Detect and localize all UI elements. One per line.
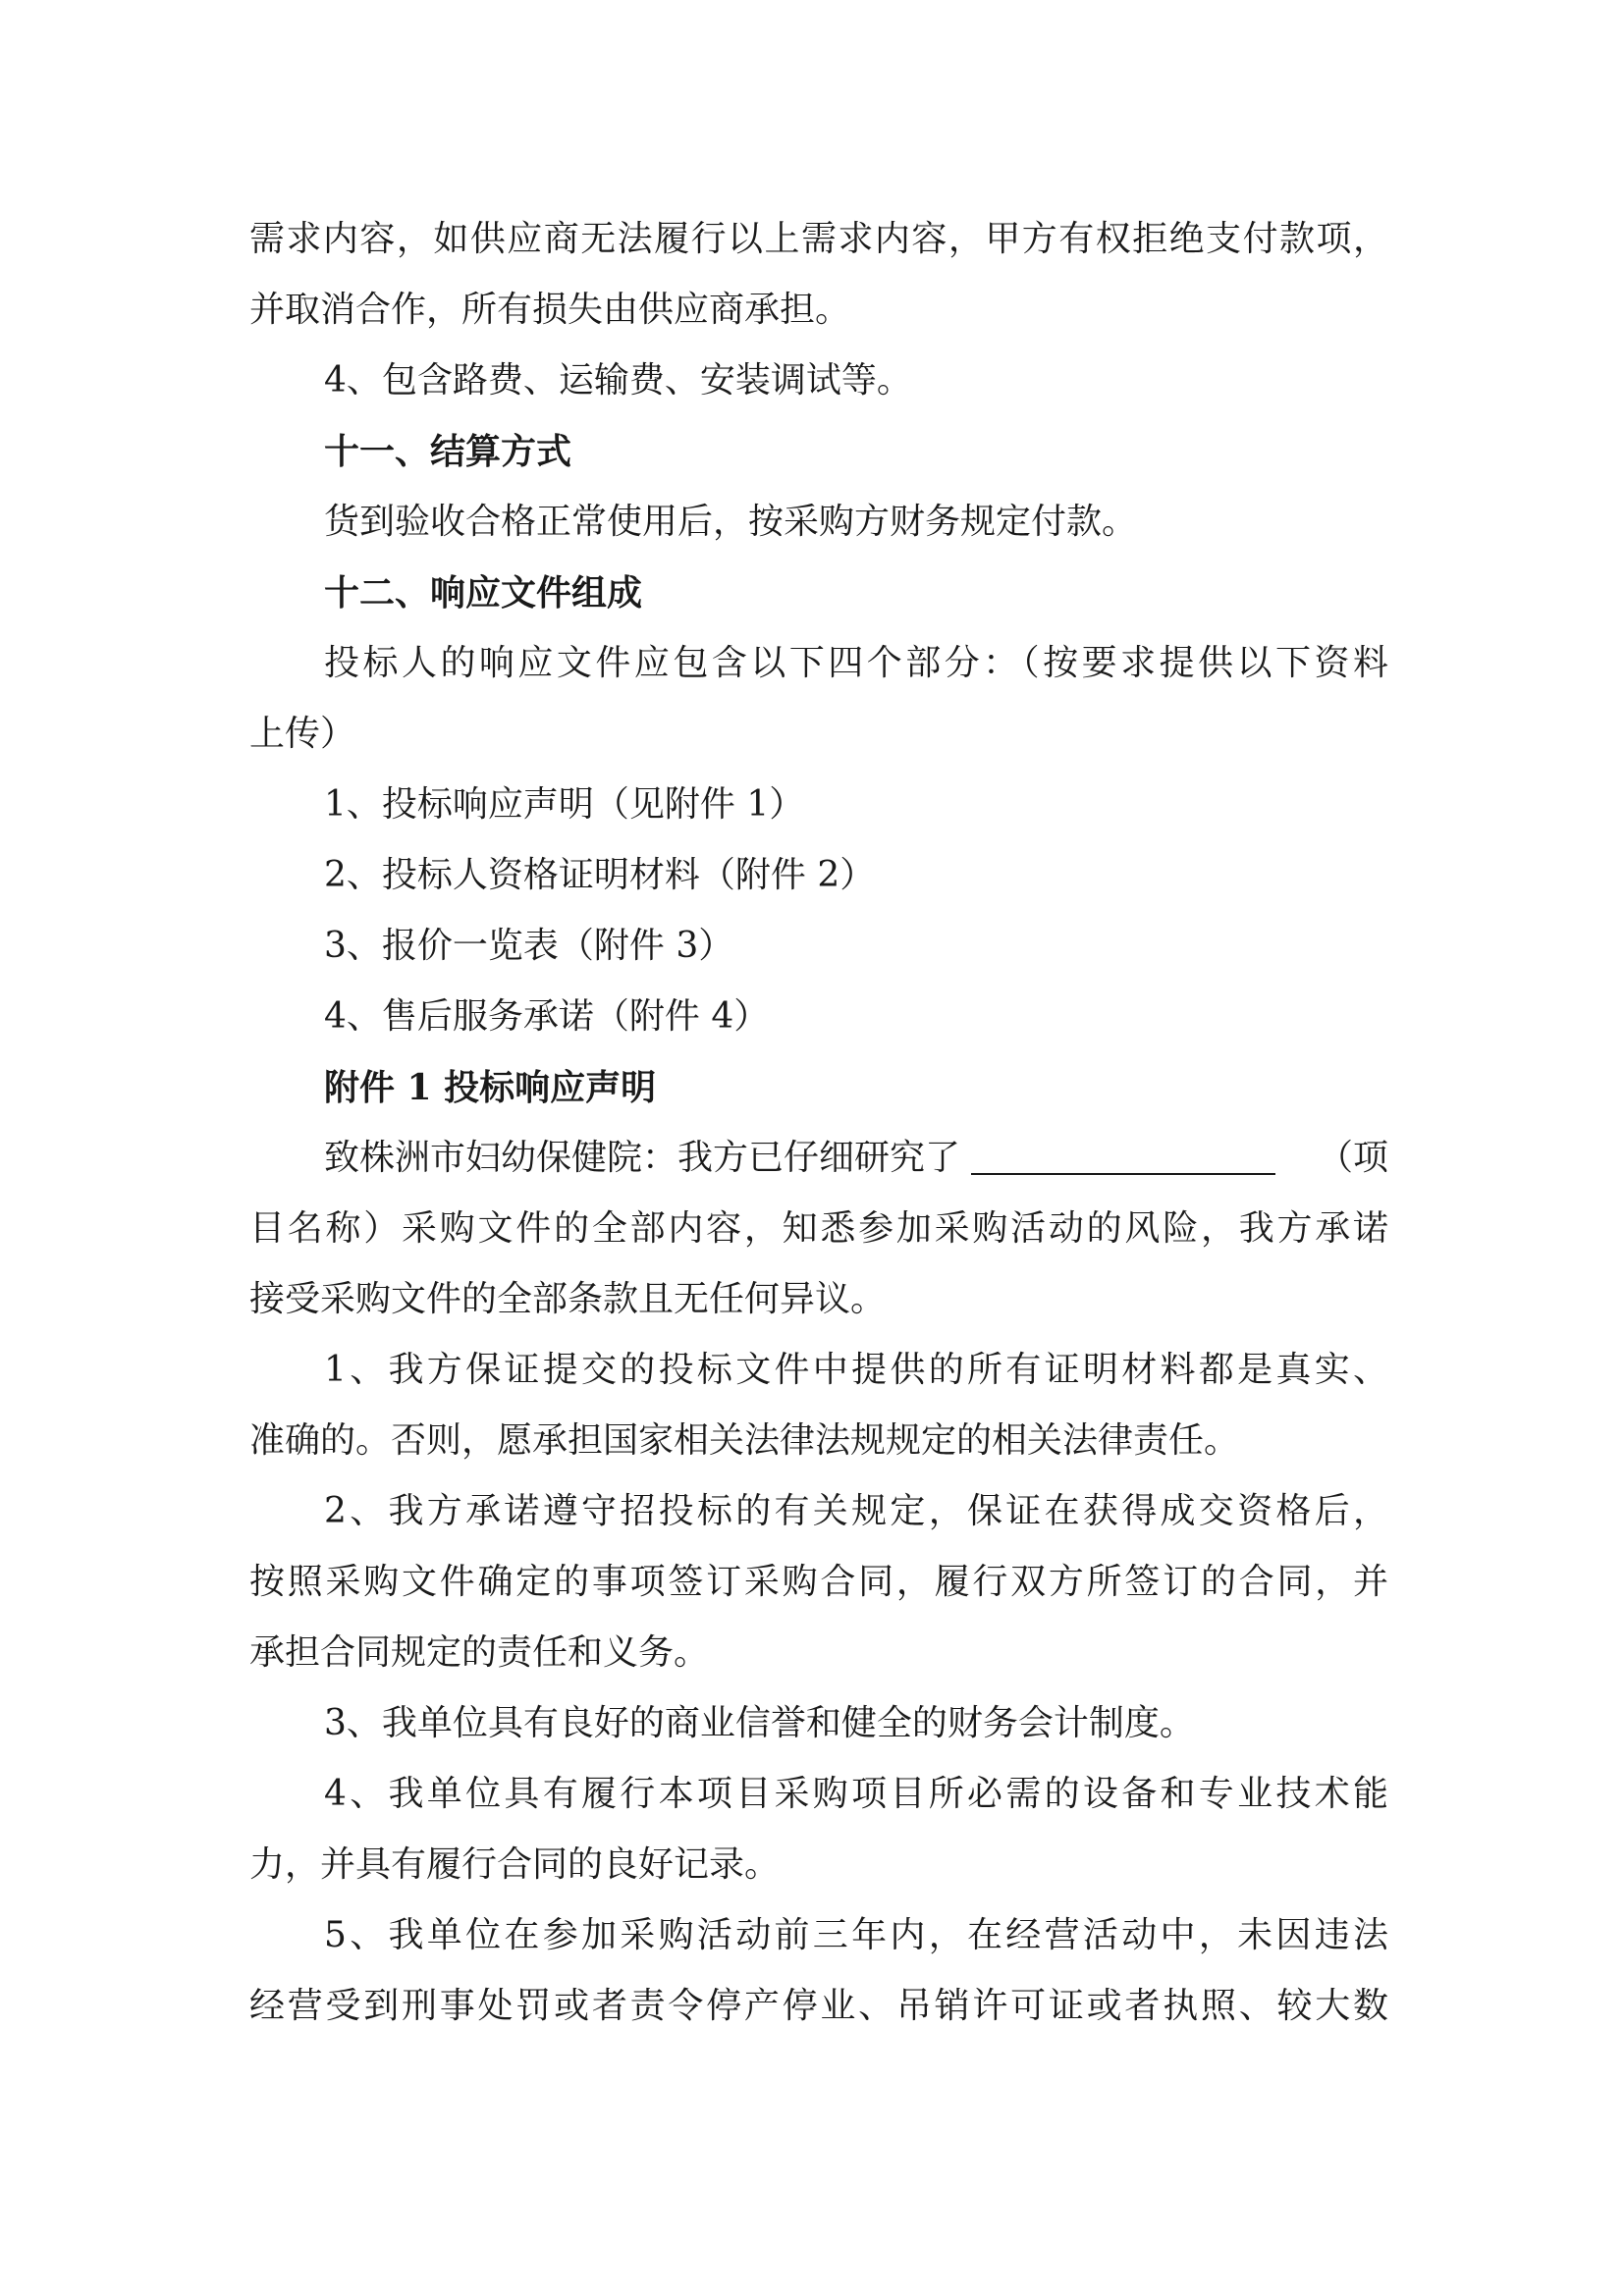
list-item: 2、投标人资格证明材料（附件 2） xyxy=(324,855,876,895)
project-name-label-start: （项 xyxy=(1317,1138,1388,1178)
list-item: 4、我单位具有履行本项目采购项目所必需的设备和专业技术能 xyxy=(324,1774,1388,1814)
list-item: 4、包含路费、运输费、安装调试等。 xyxy=(324,360,912,400)
list-item: 1、我方保证提交的投标文件中提供的所有证明材料都是真实、 xyxy=(324,1350,1388,1390)
declaration-addressee-text: 致株洲市妇幼保健院：我方已仔细研究了 xyxy=(324,1138,961,1178)
list-item: 5、我单位在参加采购活动前三年内，在经营活动中，未因违法 xyxy=(324,1915,1388,1955)
body-text-line: 按照采购文件确定的事项签订采购合同，履行双方所签订的合同，并 xyxy=(249,1562,1388,1602)
list-item: 3、报价一览表（附件 3） xyxy=(324,926,734,966)
body-text-line: 上传） xyxy=(249,714,356,754)
body-text-line: 接受采购文件的全部条款且无任何异议。 xyxy=(249,1279,887,1319)
list-item: 2、我方承诺遵守招投标的有关规定，保证在获得成交资格后， xyxy=(324,1491,1388,1531)
project-name-blank xyxy=(971,1138,1275,1175)
body-text-line: 准确的。否则，愿承担国家相关法律法规规定的相关法律责任。 xyxy=(249,1420,1240,1461)
body-text-line: 需求内容，如供应商无法履行以上需求内容，甲方有权拒绝支付款项， xyxy=(249,219,1388,259)
declaration-opening-line xyxy=(324,1137,1388,1180)
section-heading: 十一、结算方式 xyxy=(324,431,572,472)
section-heading: 十二、响应文件组成 xyxy=(324,572,643,614)
body-text-line: 力，并具有履行合同的良好记录。 xyxy=(249,1844,781,1885)
body-text-line: 并取消合作，所有损失由供应商承担。 xyxy=(249,290,851,330)
attachment-heading: 附件 1 投标响应声明 xyxy=(324,1067,657,1108)
list-item: 3、我单位具有良好的商业信誉和健全的财务会计制度。 xyxy=(324,1703,1195,1743)
body-text-line: 投标人的响应文件应包含以下四个部分：（按要求提供以下资料 xyxy=(324,643,1388,683)
body-text-line: 经营受到刑事处罚或者责令停产停业、吊销许可证或者执照、较大数 xyxy=(249,1986,1388,2026)
body-text-line: 承担合同规定的责任和义务。 xyxy=(249,1632,710,1673)
list-item: 4、售后服务承诺（附件 4） xyxy=(324,996,770,1037)
body-text-line: 货到验收合格正常使用后，按采购方财务规定付款。 xyxy=(324,502,1138,542)
list-item: 1、投标响应声明（见附件 1） xyxy=(324,784,805,825)
body-text-line: 目名称）采购文件的全部内容，知悉参加采购活动的风险，我方承诺 xyxy=(249,1208,1388,1249)
